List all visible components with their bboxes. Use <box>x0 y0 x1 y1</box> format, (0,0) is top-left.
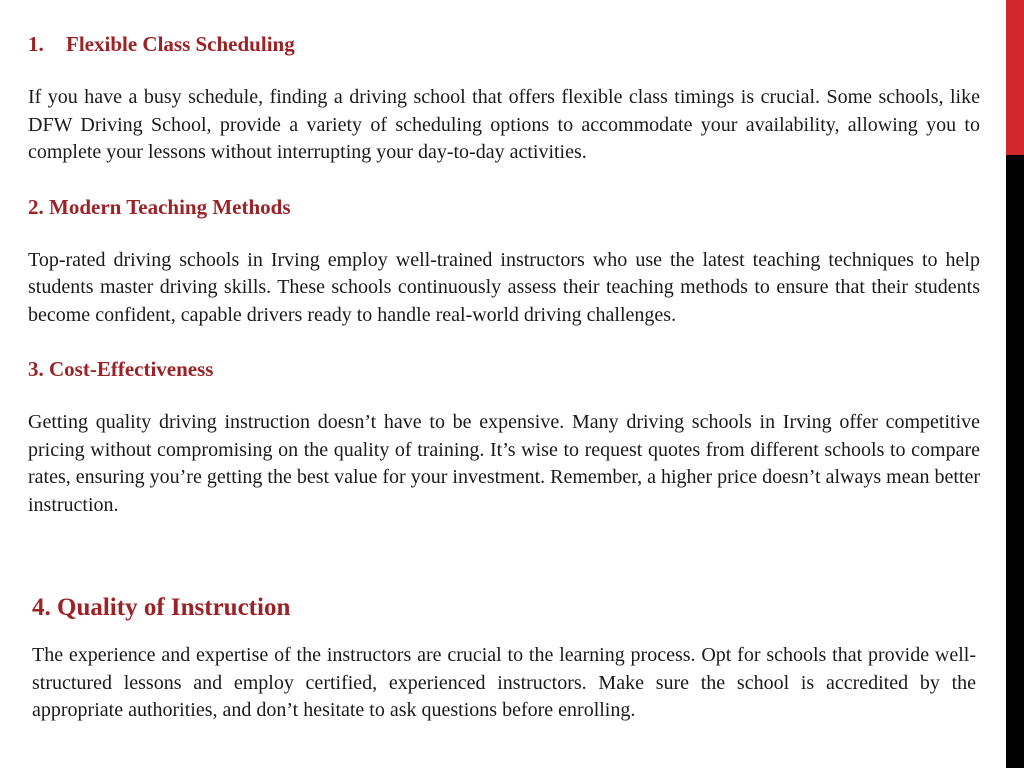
section-3-body: Getting quality driving instruction doesn’t have to be expensive. Many driving schools in Irving offer competitive pricing without compromising on the quality of training. It’s wise to request quotes from different schools to compare rates, ensuring you’re getting the best value for your investment. Remember, a higher price doesn’t always mean better instruction. <box>28 411 980 516</box>
section-1-heading <box>28 30 980 58</box>
section-2-heading: 2. Modern Teaching Methods <box>28 194 291 219</box>
side-bar-red-segment <box>1006 0 1024 155</box>
section-1-body: If you have a busy schedule, finding a driving school that offers flexible class timings is crucial. Some schools, like DFW Driving School, provide a variety of scheduling options to accommodate your availability, allowing you to complete your lessons without interrupting your day-to-day activities. <box>28 86 980 163</box>
decorative-side-bar <box>1006 0 1024 768</box>
section-4-heading: 4. Quality of Instruction <box>32 594 291 621</box>
section-4-body: The experience and expertise of the instructors are crucial to the learning process. Opt for schools that provide well-structured lessons and employ certified, experienced instructors. Make sure the school is accredited by the appropriate authorities, and don’t hesitate to ask questions before enrolling. <box>32 644 976 721</box>
side-bar-black-segment <box>1006 155 1024 768</box>
section-4-block <box>32 592 976 725</box>
slide-content <box>28 30 980 519</box>
section-2-body: Top-rated driving schools in Irving employ well-trained instructors who use the latest teaching techniques to help students master driving skills. These schools continuously assess their teaching methods to ensure that their students become confident, capable drivers ready to handle real-world driving challenges. <box>28 248 980 326</box>
section-1-title: Flexible Class Scheduling <box>66 32 295 56</box>
section-3-heading: 3. Cost-Effectiveness <box>28 357 214 381</box>
section-1-number: 1. <box>28 32 44 56</box>
